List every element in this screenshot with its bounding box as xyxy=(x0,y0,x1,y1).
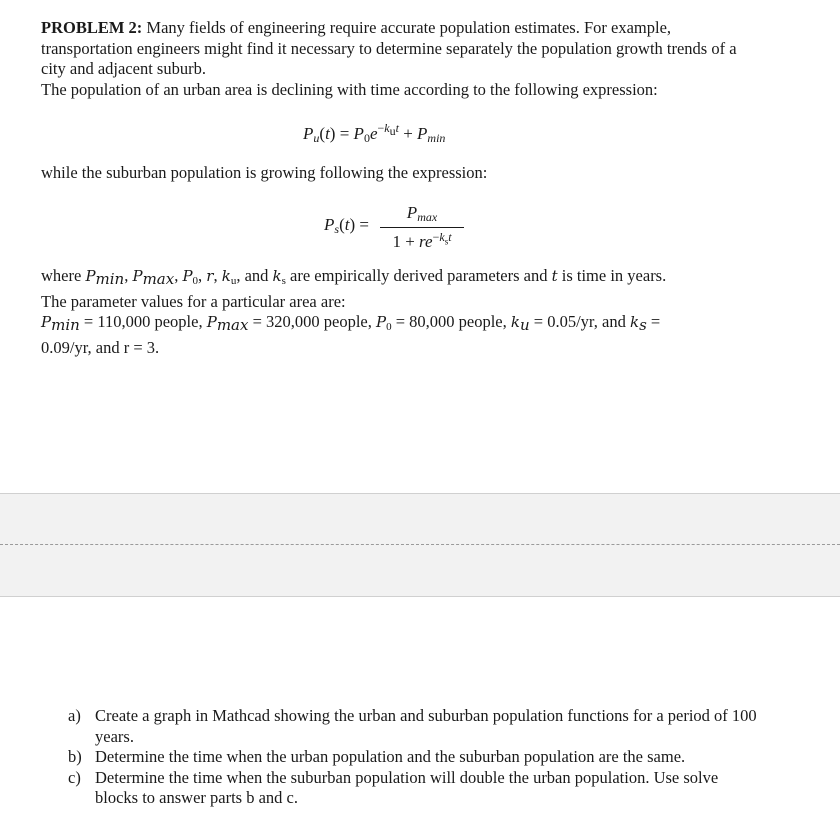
suburban-equation-lhs: $P_s(t)$ = xyxy=(324,215,369,236)
list-item: a) Create a graph in Mathcad showing the urban and suburban population functions for a period of 100 years. xyxy=(68,706,757,746)
urban-equation: $P_u(t) = P_0e^{-k_ut} + P_{min}$ xyxy=(303,121,446,145)
intro-text: Many fields of engineering require accurate population estimates. For example, transportation engineers might find it necessary to determine separately the population growth trends of a city and adjacent suburb. xyxy=(41,18,737,78)
task-list xyxy=(68,706,758,809)
problem-heading: PROBLEM 2: xyxy=(41,18,143,37)
values-tail: 0.09/yr, and r = 3. xyxy=(41,337,160,357)
list-item: c) Determine the time when the suburban population will double the urban population. Use solve blocks to answer parts b and c. xyxy=(68,767,719,807)
parameters-paragraph: where $P_{min}$, $P_{max}$, $P_0$, r, $k_u$, and $k_s$ are empirically derived parameters and t is time in years. The parameter values for a particular area are: $P_{min} = 110,000$ people, $P_{max} = 320,000$ people, $P_0 = 80,000$ people, $k_u = 0.05/yr$, and $k_s$ = 0.09/yr, and r = 3. xyxy=(41,266,667,357)
suburb-sentence: while the suburban population is growing following the expression: xyxy=(41,163,488,182)
list-item: b) Determine the time when the urban population and the suburban population are the same. xyxy=(68,747,686,766)
urban-sentence: The population of an urban area is declining with time according to the following expression: xyxy=(41,79,658,99)
values-intro: The parameter values for a particular area are: xyxy=(41,291,346,311)
page-break-band xyxy=(0,493,840,597)
page-break-divider xyxy=(0,544,840,545)
suburban-equation-fraction: $P_{max}$ $1 + re^{-k_st}$ xyxy=(380,203,464,252)
problem-intro xyxy=(41,18,741,100)
values-line: $P_{min} = 110,000$ people, $P_{max} = 320,000$ people, $P_0 = 80,000$ people, $k_u = 0.05/yr$, and $k_s$ = xyxy=(41,312,661,334)
